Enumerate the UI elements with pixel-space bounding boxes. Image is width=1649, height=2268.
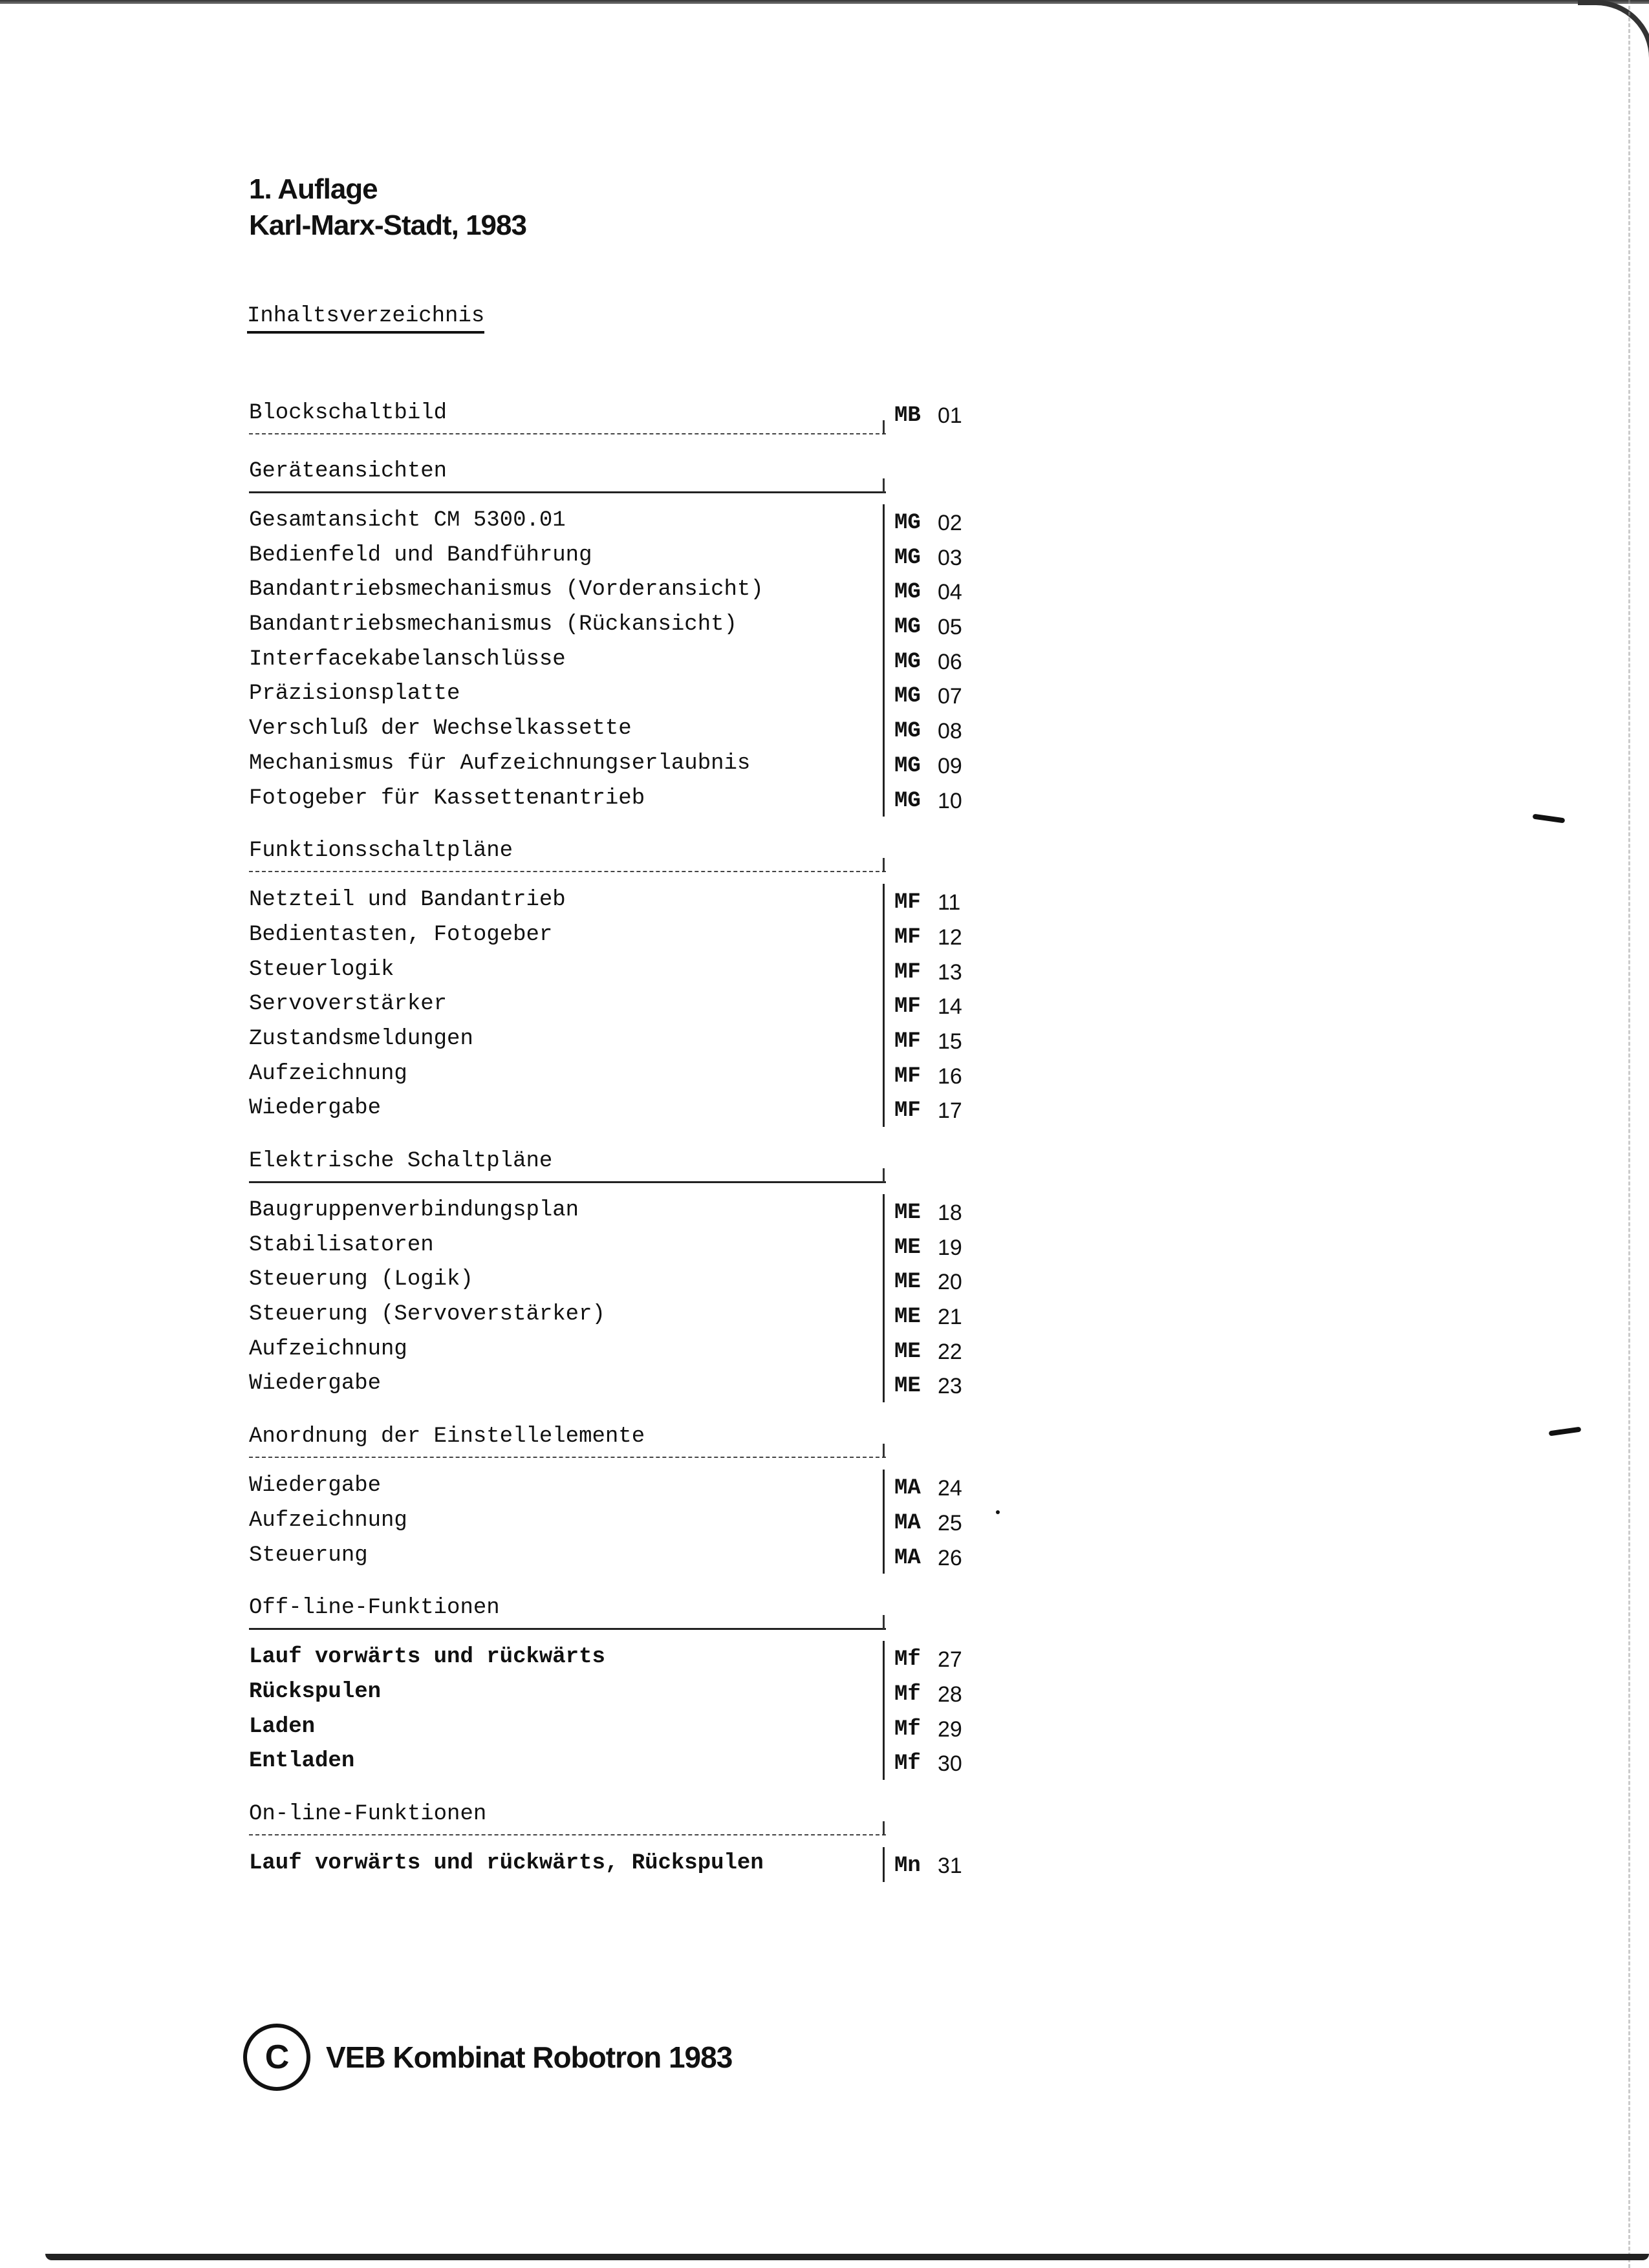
edition-line: 1. Auflage [249, 173, 378, 205]
copyright-text: VEB Kombinat Robotron 1983 [326, 2040, 733, 2074]
entry-code: Mn [894, 1853, 921, 1878]
section-heading [249, 1802, 980, 1838]
section-title: On-line-Funktionen [249, 1801, 487, 1826]
section-tick [883, 1821, 885, 1835]
entry-page-number: 25 [938, 1510, 962, 1535]
copyright-symbol-icon: C [243, 2024, 310, 2091]
entry-page-number: 29 [938, 1717, 962, 1742]
entry-page-number: 09 [938, 753, 962, 778]
section-title: Elektrische Schaltpläne [249, 1149, 553, 1173]
toc-section [249, 839, 980, 1127]
toc-section [249, 1802, 980, 1882]
entry-page-number: 24 [938, 1476, 962, 1501]
entry-page-number: 03 [938, 545, 962, 570]
entry-label: Verschluß der Wechselkassette [249, 716, 632, 742]
entry-code: MF [894, 925, 921, 950]
entry-code: Mf [894, 1751, 921, 1777]
toc-section [249, 1596, 980, 1780]
toc-entry [249, 539, 980, 574]
entry-label: Steuerung (Servoverstärker) [249, 1302, 605, 1327]
entry-label: Stabilisatoren [249, 1232, 434, 1257]
entry-code: ME [894, 1235, 921, 1260]
toc-section [249, 1424, 980, 1574]
entry-code: MG [894, 684, 921, 709]
entry-separator [883, 1641, 885, 1676]
entry-label: Wiedergabe [249, 1473, 382, 1499]
section-title: Funktionsschaltpläne [249, 839, 513, 864]
entry-page-number: 08 [938, 719, 962, 744]
entry-separator [883, 1092, 885, 1127]
entry-page-number: 19 [938, 1235, 962, 1260]
section-heading [249, 459, 980, 495]
entry-separator [883, 573, 885, 608]
toc-entry [249, 608, 980, 643]
entry-code: ME [894, 1374, 921, 1399]
entry-separator [883, 1847, 885, 1882]
entry-page-number: 28 [938, 1682, 962, 1707]
entry-label: Lauf vorwärts und rückwärts [249, 1645, 605, 1670]
entry-separator [883, 919, 885, 954]
entry-label: Aufzeichnung [249, 1336, 407, 1362]
entry-separator [883, 1367, 885, 1402]
toc-entry [249, 884, 980, 919]
entry-page-number: 23 [938, 1374, 962, 1399]
section-rule [249, 491, 886, 493]
entry-code: Mf [894, 1717, 921, 1742]
entry-separator [883, 747, 885, 782]
toc-entry [249, 1847, 980, 1882]
entry-separator [883, 1711, 885, 1746]
entry-code: MG [894, 753, 921, 778]
entry-page-number: 04 [938, 580, 962, 605]
entry-label: Fotogeber für Kassettenantrieb [249, 786, 645, 811]
section-title: Blockschaltbild [249, 401, 447, 425]
section-tick [883, 420, 885, 434]
entry-separator [883, 1504, 885, 1539]
entry-page-number: 22 [938, 1339, 962, 1364]
section-heading [249, 401, 980, 437]
toc-entry [249, 1263, 980, 1298]
scan-edge-bottom [45, 2254, 1649, 2260]
section-rule [249, 433, 886, 434]
entry-code: MG [894, 615, 921, 640]
entry-separator [883, 954, 885, 989]
copyright-notice [243, 2024, 732, 2091]
entry-label: Aufzeichnung [249, 1061, 407, 1086]
entry-code: ME [894, 1305, 921, 1330]
entry-label: Präzisionsplatte [249, 681, 460, 707]
entry-label: Steuerlogik [249, 957, 394, 982]
punch-hole-mark [1549, 1427, 1582, 1437]
entry-page-number: 10 [938, 788, 962, 813]
entry-label: Baugruppenverbindungsplan [249, 1198, 579, 1223]
toc-entry [249, 1023, 980, 1058]
entry-separator [883, 1263, 885, 1298]
entry-code: MA [894, 1545, 921, 1570]
section-tick [883, 1168, 885, 1182]
entry-separator [883, 1745, 885, 1780]
toc-entry [249, 643, 980, 678]
section-page-number: 01 [938, 403, 962, 428]
toc-entry [249, 1745, 980, 1780]
entry-code: MF [894, 890, 921, 915]
place-year-line: Karl-Marx-Stadt, 1983 [249, 209, 526, 241]
entry-page-number: 07 [938, 684, 962, 709]
section-tick [883, 478, 885, 493]
section-rule [249, 1457, 886, 1458]
toc-entry [249, 1470, 980, 1504]
entry-label: Bandantriebsmechanismus (Vorderansicht) [249, 577, 764, 603]
punch-hole-mark [1533, 814, 1566, 824]
entry-label: Entladen [249, 1749, 355, 1774]
section-tick [883, 1615, 885, 1629]
entry-separator [883, 1194, 885, 1229]
section-heading [249, 1424, 980, 1460]
entry-code: Mf [894, 1682, 921, 1707]
entry-code: MG [894, 545, 921, 570]
entry-code: MG [894, 649, 921, 674]
toc-entry [249, 919, 980, 954]
entry-code: MG [894, 719, 921, 744]
toc-entry [249, 1711, 980, 1746]
section-heading [249, 1596, 980, 1632]
toc-section [249, 459, 980, 817]
toc-section [249, 1149, 980, 1402]
toc-title: Inhaltsverzeichnis [247, 304, 484, 334]
entry-code: MF [894, 959, 921, 985]
section-title: Geräteansichten [249, 459, 447, 484]
entry-page-number: 17 [938, 1098, 962, 1124]
entry-label: Wiedergabe [249, 1096, 382, 1121]
entry-page-number: 31 [938, 1853, 962, 1878]
entry-code: MF [894, 1064, 921, 1089]
entry-separator [883, 1333, 885, 1368]
section-heading [249, 1149, 980, 1185]
entry-page-number: 30 [938, 1751, 962, 1777]
toc-entry [249, 1641, 980, 1676]
entry-page-number: 02 [938, 511, 962, 535]
toc-entry [249, 782, 980, 817]
entry-label: Gesamtansicht CM 5300.01 [249, 508, 566, 533]
toc-entry [249, 1333, 980, 1368]
entry-page-number: 06 [938, 649, 962, 674]
entry-page-number: 27 [938, 1647, 962, 1673]
toc-entry [249, 573, 980, 608]
entry-page-number: 16 [938, 1064, 962, 1089]
entry-code: ME [894, 1270, 921, 1295]
entry-code: MF [894, 1029, 921, 1054]
toc-entry [249, 1058, 980, 1093]
entry-code: Mf [894, 1647, 921, 1673]
section-rule [249, 1628, 886, 1630]
entry-separator [883, 884, 885, 919]
entry-code: ME [894, 1201, 921, 1225]
toc-entry [249, 747, 980, 782]
toc-entry [249, 1676, 980, 1711]
toc-entry [249, 1194, 980, 1229]
entry-label: Interfacekabelanschlüsse [249, 647, 566, 672]
speck-mark [996, 1510, 1000, 1514]
entry-label: Lauf vorwärts und rückwärts, Rückspulen [249, 1850, 764, 1876]
toc-entry [249, 678, 980, 712]
scan-edge-right [1628, 0, 1649, 2268]
entry-page-number: 18 [938, 1201, 962, 1225]
entry-separator [883, 678, 885, 712]
toc-entry [249, 1092, 980, 1127]
entry-code: MG [894, 580, 921, 605]
section-tick [883, 858, 885, 872]
table-of-contents [249, 401, 980, 1904]
toc-entry [249, 1367, 980, 1402]
entry-label: Servoverstärker [249, 992, 447, 1017]
section-rule [249, 1834, 886, 1835]
entry-code: ME [894, 1339, 921, 1364]
entry-page-number: 13 [938, 959, 962, 985]
entry-label: Aufzeichnung [249, 1508, 407, 1533]
section-title: Anordnung der Einstellelemente [249, 1424, 645, 1450]
entry-code: MG [894, 788, 921, 813]
entry-separator [883, 1229, 885, 1264]
section-rule [249, 871, 886, 872]
toc-entry [249, 504, 980, 539]
entry-page-number: 15 [938, 1029, 962, 1054]
entry-page-number: 05 [938, 615, 962, 640]
entry-page-number: 14 [938, 994, 962, 1020]
entry-label: Zustandsmeldungen [249, 1026, 473, 1051]
entry-code: MA [894, 1510, 921, 1535]
entry-separator [883, 988, 885, 1023]
entry-page-number: 12 [938, 925, 962, 950]
section-tick [883, 1444, 885, 1458]
entry-label: Bandantriebsmechanismus (Rückansicht) [249, 612, 737, 637]
section-heading [249, 839, 980, 875]
toc-section [249, 401, 980, 437]
entry-separator [883, 1676, 885, 1711]
entry-page-number: 21 [938, 1305, 962, 1330]
entry-separator [883, 1298, 885, 1333]
entry-separator [883, 1023, 885, 1058]
toc-entry [249, 988, 980, 1023]
entry-label: Laden [249, 1714, 316, 1739]
toc-entry [249, 1504, 980, 1539]
entry-label: Steuerung (Logik) [249, 1267, 473, 1292]
entry-label: Netzteil und Bandantrieb [249, 888, 566, 913]
entry-separator [883, 608, 885, 643]
entry-separator [883, 539, 885, 574]
entry-label: Bedientasten, Fotogeber [249, 922, 553, 947]
entry-separator [883, 643, 885, 678]
toc-entry [249, 1539, 980, 1574]
entry-separator [883, 504, 885, 539]
entry-code: MF [894, 994, 921, 1020]
entry-label: Rückspulen [249, 1679, 382, 1704]
toc-entry [249, 954, 980, 989]
section-title: Off-line-Funktionen [249, 1596, 500, 1621]
entry-code: MG [894, 511, 921, 535]
entry-code: MF [894, 1098, 921, 1124]
toc-entry [249, 712, 980, 747]
section-code: MB [894, 403, 921, 428]
entry-label: Wiedergabe [249, 1371, 382, 1396]
section-rule [249, 1181, 886, 1183]
entry-separator [883, 1539, 885, 1574]
entry-label: Bedienfeld und Bandführung [249, 542, 592, 568]
entry-separator [883, 782, 885, 817]
entry-code: MA [894, 1476, 921, 1501]
edition-header [249, 171, 526, 244]
entry-label: Steuerung [249, 1543, 368, 1568]
toc-entry [249, 1298, 980, 1333]
toc-entry [249, 1229, 980, 1264]
entry-page-number: 20 [938, 1270, 962, 1295]
entry-page-number: 26 [938, 1545, 962, 1570]
entry-separator [883, 1470, 885, 1504]
entry-separator [883, 1058, 885, 1093]
entry-page-number: 11 [938, 890, 961, 915]
scan-edge-top [0, 0, 1649, 4]
entry-label: Mechanismus für Aufzeichnungserlaubnis [249, 751, 751, 776]
entry-separator [883, 712, 885, 747]
